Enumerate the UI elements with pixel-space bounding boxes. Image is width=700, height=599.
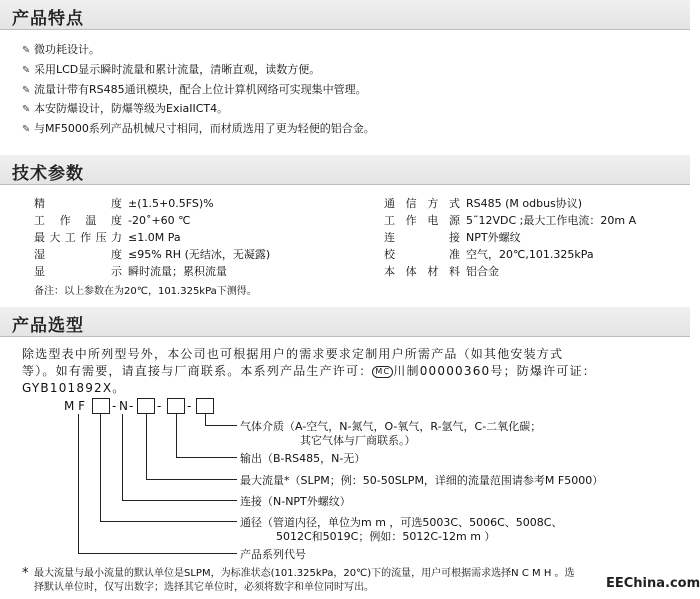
connector-line <box>100 414 101 521</box>
footnote-line: 择默认单位时，仅写出数字；选择其它单位时，必须将数字和单位同时写出。 <box>34 582 374 593</box>
pencil-icon: ✎ <box>22 104 31 115</box>
feature-item: ✎ 流量计带有RS485通讯模块，配合上位计算机网络可实现集中管理。 <box>22 83 367 96</box>
footnote-line: 最大流量与最小流量的默认单位是SLPM，为标准状态(101.325kPa，20℃)下的流量，用户可根据需求选择N C M H 。选 <box>34 568 575 579</box>
connector-line <box>176 457 237 458</box>
features-header <box>0 0 690 30</box>
label-diameter-cont: 5012C和5019C；例如：5012C-12m m ） <box>276 530 496 543</box>
connector-line <box>176 414 177 457</box>
connector-line <box>205 425 237 426</box>
footnote-star: * <box>22 566 29 581</box>
selection-header <box>0 307 690 337</box>
spec-row: 湿度 ≤95% RH (无结冰，无凝露) <box>34 248 271 261</box>
label-diameter: 通径（管道内径，单位为m m ，可选5003C、5006C、5008C、 <box>240 516 563 529</box>
code-prefix: M F <box>64 399 86 413</box>
code-dash: - <box>157 399 162 413</box>
spec-row: 精度 ±(1.5+0.5FS)% <box>34 197 214 210</box>
connector-line <box>146 414 147 479</box>
spec-row: 连接 NPT外螺纹 <box>384 231 521 244</box>
code-box-gas <box>196 398 214 414</box>
pencil-icon: ✎ <box>22 45 31 56</box>
label-output: 输出（B-RS485，N-无） <box>240 452 366 465</box>
label-gas-contact: 其它气体与厂商联系。） <box>300 434 416 447</box>
feature-item: ✎ 微功耗设计。 <box>22 43 100 56</box>
label-connection: 连接（N-NPT外螺纹） <box>240 495 351 508</box>
spec-row: 工作温度 -20˚+60 ℃ <box>34 214 191 227</box>
spec-row: 校准 空气，20℃,101.325kPa <box>384 248 594 261</box>
selection-paragraph: 除选型表中所列型号外，本公司也可根据用户的需求要求定制用户所需产品（如其他安装方式 等）。如有需要，请直接与厂商联系。本系列产品生产许可： MC 川制00000360号；防爆许可证： GYB101892X。 <box>22 347 596 395</box>
spec-row: 本体材料 铝合金 <box>384 265 499 278</box>
connector-line <box>78 414 79 553</box>
code-connection: N <box>119 399 128 413</box>
feature-item: ✎ 采用LCD显示瞬时流量和累计流量，清晰直观，读数方便。 <box>22 63 321 76</box>
pencil-icon: ✎ <box>22 85 31 96</box>
label-max-flow: 最大流量*（SLPM；例：50-50SLPM，详细的流量范围请参考M F5000） <box>240 474 604 487</box>
code-box-output <box>167 398 185 414</box>
spec-row: 工作电源 5˜12VDC ;最大工作电流：20m A <box>384 214 637 227</box>
spec-row: 显示 瞬时流量；累积流量 <box>34 265 227 278</box>
connector-line <box>122 414 123 500</box>
connector-line <box>78 553 237 554</box>
connector-line <box>100 521 237 522</box>
spec-row: 通信方式 RS485 (M odbus协议) <box>384 197 583 210</box>
connector-line <box>122 500 237 501</box>
connector-line <box>205 414 206 425</box>
label-series: 产品系列代号 <box>240 548 306 561</box>
code-box-flow <box>137 398 155 414</box>
code-dash: - <box>129 399 134 413</box>
specs-title: 技术参数 <box>12 164 84 184</box>
code-dash: - <box>187 399 192 413</box>
feature-item: ✎ 本安防爆设计，防爆等级为ExiaIICT4。 <box>22 102 229 115</box>
connector-line <box>146 479 237 480</box>
pencil-icon: ✎ <box>22 124 31 135</box>
specs-header <box>0 155 690 185</box>
spec-row: 最大工作压力 ≤1.0M Pa <box>34 231 181 244</box>
features-title: 产品特点 <box>12 9 84 29</box>
watermark-logo: EEChina.com <box>606 576 700 591</box>
specs-note: 备注：以上参数在为20℃，101.325kPa下测得。 <box>34 286 257 297</box>
label-gas: 气体介质（A-空气，N-氮气，O-氧气，R-氩气，C-二氧化碳； <box>240 420 542 433</box>
license-badge-icon: MC <box>372 366 393 378</box>
selection-title: 产品选型 <box>12 316 84 336</box>
code-box-diameter <box>92 398 110 414</box>
code-dash: - <box>112 399 117 413</box>
pencil-icon: ✎ <box>22 65 31 76</box>
feature-item: ✎ 与MF5000系列产品机械尺寸相同，而材质选用了更为轻便的铝合金。 <box>22 122 375 135</box>
